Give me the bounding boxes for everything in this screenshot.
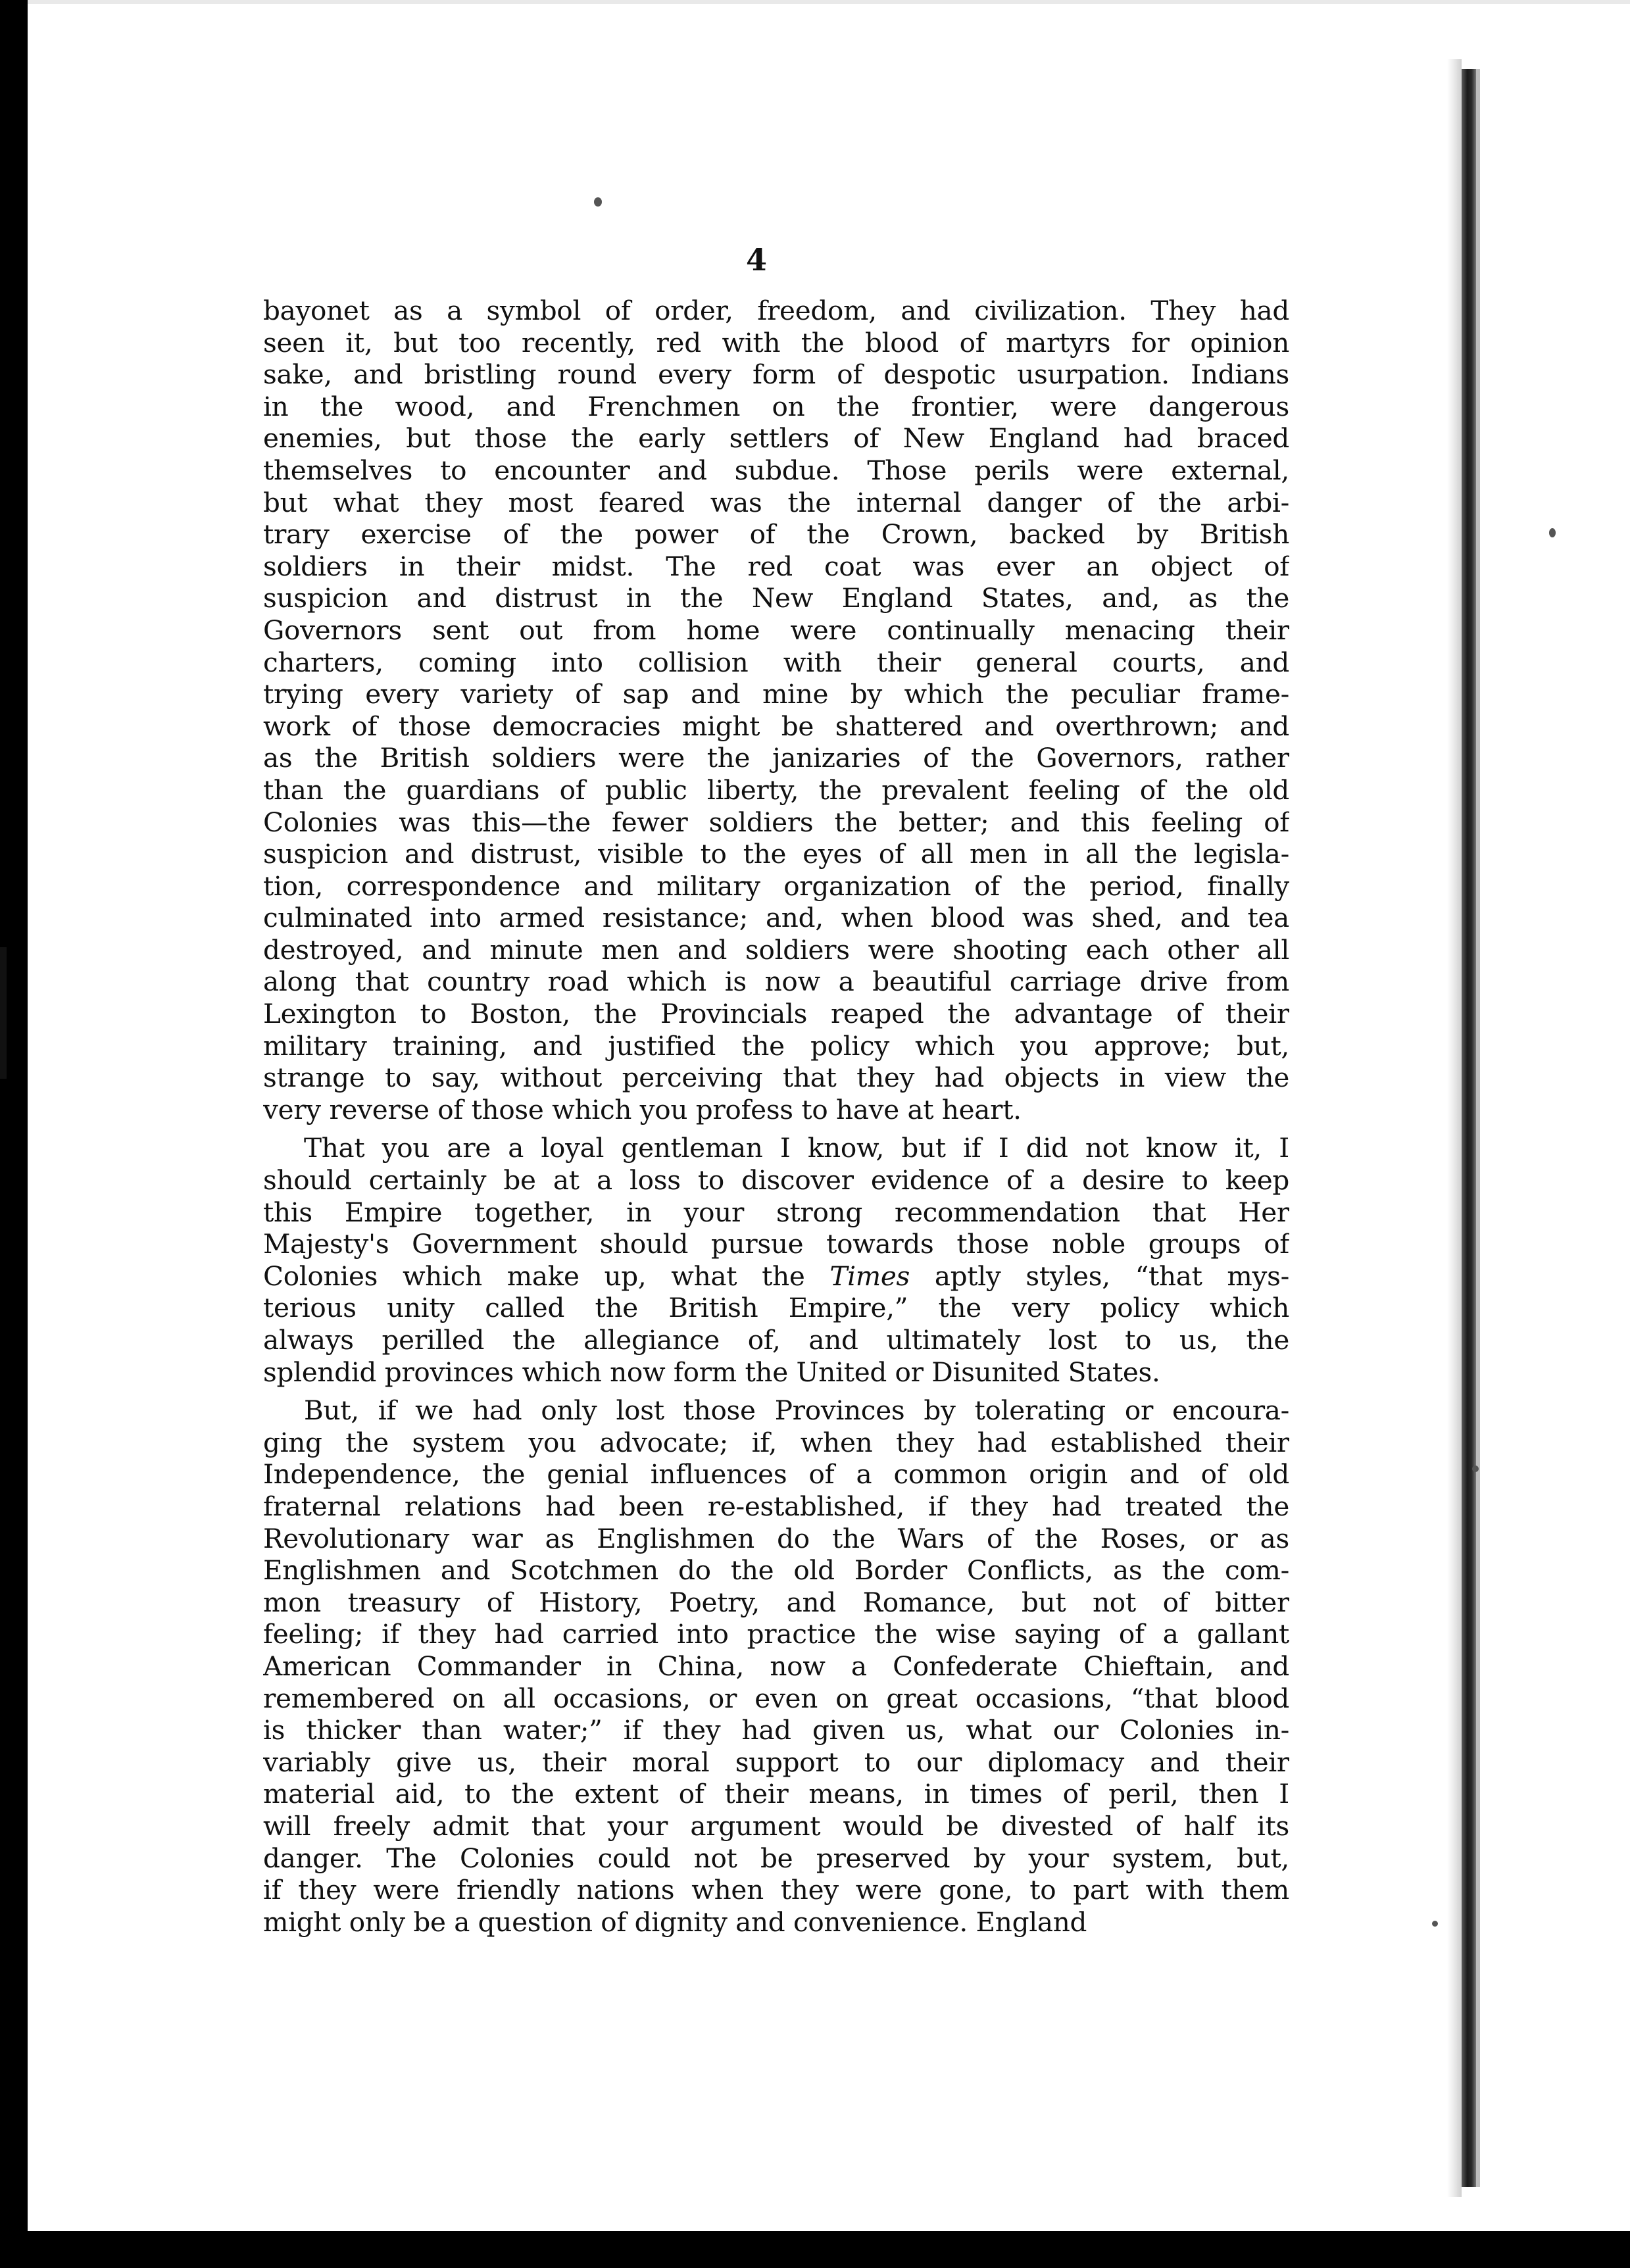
text-line: American Commander in China, now a Confederate Chieftain, and [263, 1650, 1289, 1682]
text-line: along that country road which is now a beautiful carriage drive from [263, 966, 1289, 998]
text-line: military training, and justified the policy which you approve; but, [263, 1029, 1289, 1062]
paragraph [263, 295, 1289, 1125]
text-line: soldiers in their midst. The red coat was ever an object of [263, 550, 1289, 582]
speck [594, 197, 602, 207]
text-line: than the guardians of public liberty, the prevalent feeling of the old [263, 774, 1289, 806]
text-line: themselves to encounter and subdue. Those perils were external, [263, 454, 1289, 486]
speck [1472, 1466, 1479, 1472]
text-line: splendid provinces which now form the United or Disunited States. [263, 1356, 1160, 1388]
text-line: as the British soldiers were the janizaries of the Governors, rather [263, 742, 1289, 774]
text-line: sake, and bristling round every form of despotic usurpation. Indians [263, 358, 1289, 391]
text-line: remembered on all occasions, or even on great occasions, “that blood [263, 1682, 1289, 1714]
text-line: trying every variety of sap and mine by which the peculiar frame- [263, 678, 1289, 710]
next-page-edge [1476, 69, 1480, 2187]
text-line: Governors sent out from home were continually menacing their [263, 614, 1289, 646]
text-line: That you are a loyal gentleman I know, but if I did not know it, I [304, 1132, 1289, 1164]
speck [1432, 1921, 1438, 1927]
text-line: if they were friendly nations when they were gone, to part with them [263, 1874, 1289, 1906]
text-line: strange to say, without perceiving that they had objects in view the [263, 1062, 1289, 1094]
text-line: Majesty's Government should pursue towards those noble groups of [263, 1228, 1289, 1260]
text-line: is thicker than water;” if they had given us, what our Colonies in- [263, 1714, 1289, 1746]
text-line: very reverse of those which you profess to have at heart. [263, 1093, 1022, 1125]
paragraph [263, 1394, 1289, 1938]
text-line: will freely admit that your argument would be divested of half its [263, 1810, 1289, 1842]
text-line: Revolutionary war as Englishmen do the Wars of the Roses, or as [263, 1522, 1289, 1554]
text-line: Lexington to Boston, the Provincials reaped the advantage of their [263, 998, 1289, 1030]
text-line: Colonies which make up, what the Times aptly styles, “that mys- [263, 1260, 1289, 1292]
text-line: trary exercise of the power of the Crown, backed by British [263, 518, 1289, 551]
text-line: culminated into armed resistance; and, when blood was shed, and tea [263, 902, 1289, 934]
speck [1549, 528, 1556, 537]
paragraph [263, 1132, 1289, 1388]
text-line: Englishmen and Scotchmen do the old Border Conflicts, as the com- [263, 1554, 1289, 1587]
text-line: always perilled the allegiance of, and ultimately lost to us, the [263, 1324, 1289, 1356]
text-line: work of those democracies might be shattered and overthrown; and [263, 710, 1289, 742]
text-line: variably give us, their moral support to our diplomacy and their [263, 1746, 1289, 1778]
text-line: But, if we had only lost those Provinces by tolerating or encoura- [304, 1394, 1289, 1427]
bottom-scan-border [0, 2231, 1630, 2268]
text-line: fraternal relations had been re-established, if they had treated the [263, 1490, 1289, 1522]
text-line: suspicion and distrust, visible to the eyes of all men in all the legisla- [263, 838, 1289, 870]
text-line: danger. The Colonies could not be preserved by your system, but, [263, 1842, 1289, 1874]
text-line: feeling; if they had carried into practice the wise saying of a gallant [263, 1618, 1289, 1650]
text-line: this Empire together, in your strong recommendation that Her [263, 1196, 1289, 1228]
text-line: Independence, the genial influences of a common origin and of old [263, 1458, 1289, 1491]
text-line: seen it, but too recently, red with the blood of martyrs for opinion [263, 326, 1289, 358]
page-top-edge [28, 0, 1630, 4]
text-line: might only be a question of dignity and convenience. England [263, 1906, 1087, 1938]
text-line: terious unity called the British Empire,” the very policy which [263, 1292, 1289, 1324]
text-line: should certainly be at a loss to discover evidence of a desire to keep [263, 1164, 1289, 1196]
binding-shadow [1447, 59, 1462, 2197]
left-border-notch [0, 947, 7, 1079]
text-line: bayonet as a symbol of order, freedom, and civilization. They had [263, 295, 1289, 326]
text-line: enemies, but those the early settlers of New England had braced [263, 422, 1289, 455]
page-number: 4 [745, 242, 767, 278]
text-line: tion, correspondence and military organization of the period, finally [263, 870, 1289, 902]
text-line: charters, coming into collision with their general courts, and [263, 646, 1289, 678]
text-line: but what they most feared was the internal danger of the arbi- [263, 486, 1289, 518]
text-line: material aid, to the extent of their means, in times of peril, then I [263, 1778, 1289, 1810]
text-line: in the wood, and Frenchmen on the frontier, were dangerous [263, 390, 1289, 422]
text-line: ging the system you advocate; if, when they had established their [263, 1426, 1289, 1458]
page-binding-edge [1462, 69, 1476, 2187]
body-text [263, 295, 1289, 1938]
text-line: destroyed, and minute men and soldiers were shooting each other all [263, 933, 1289, 966]
text-line: Colonies was this—the fewer soldiers the better; and this feeling of [263, 806, 1289, 838]
text-line: suspicion and distrust in the New England States, and, as the [263, 582, 1289, 614]
left-scan-border [0, 0, 28, 2268]
text-line: mon treasury of History, Poetry, and Romance, but not of bitter [263, 1586, 1289, 1618]
